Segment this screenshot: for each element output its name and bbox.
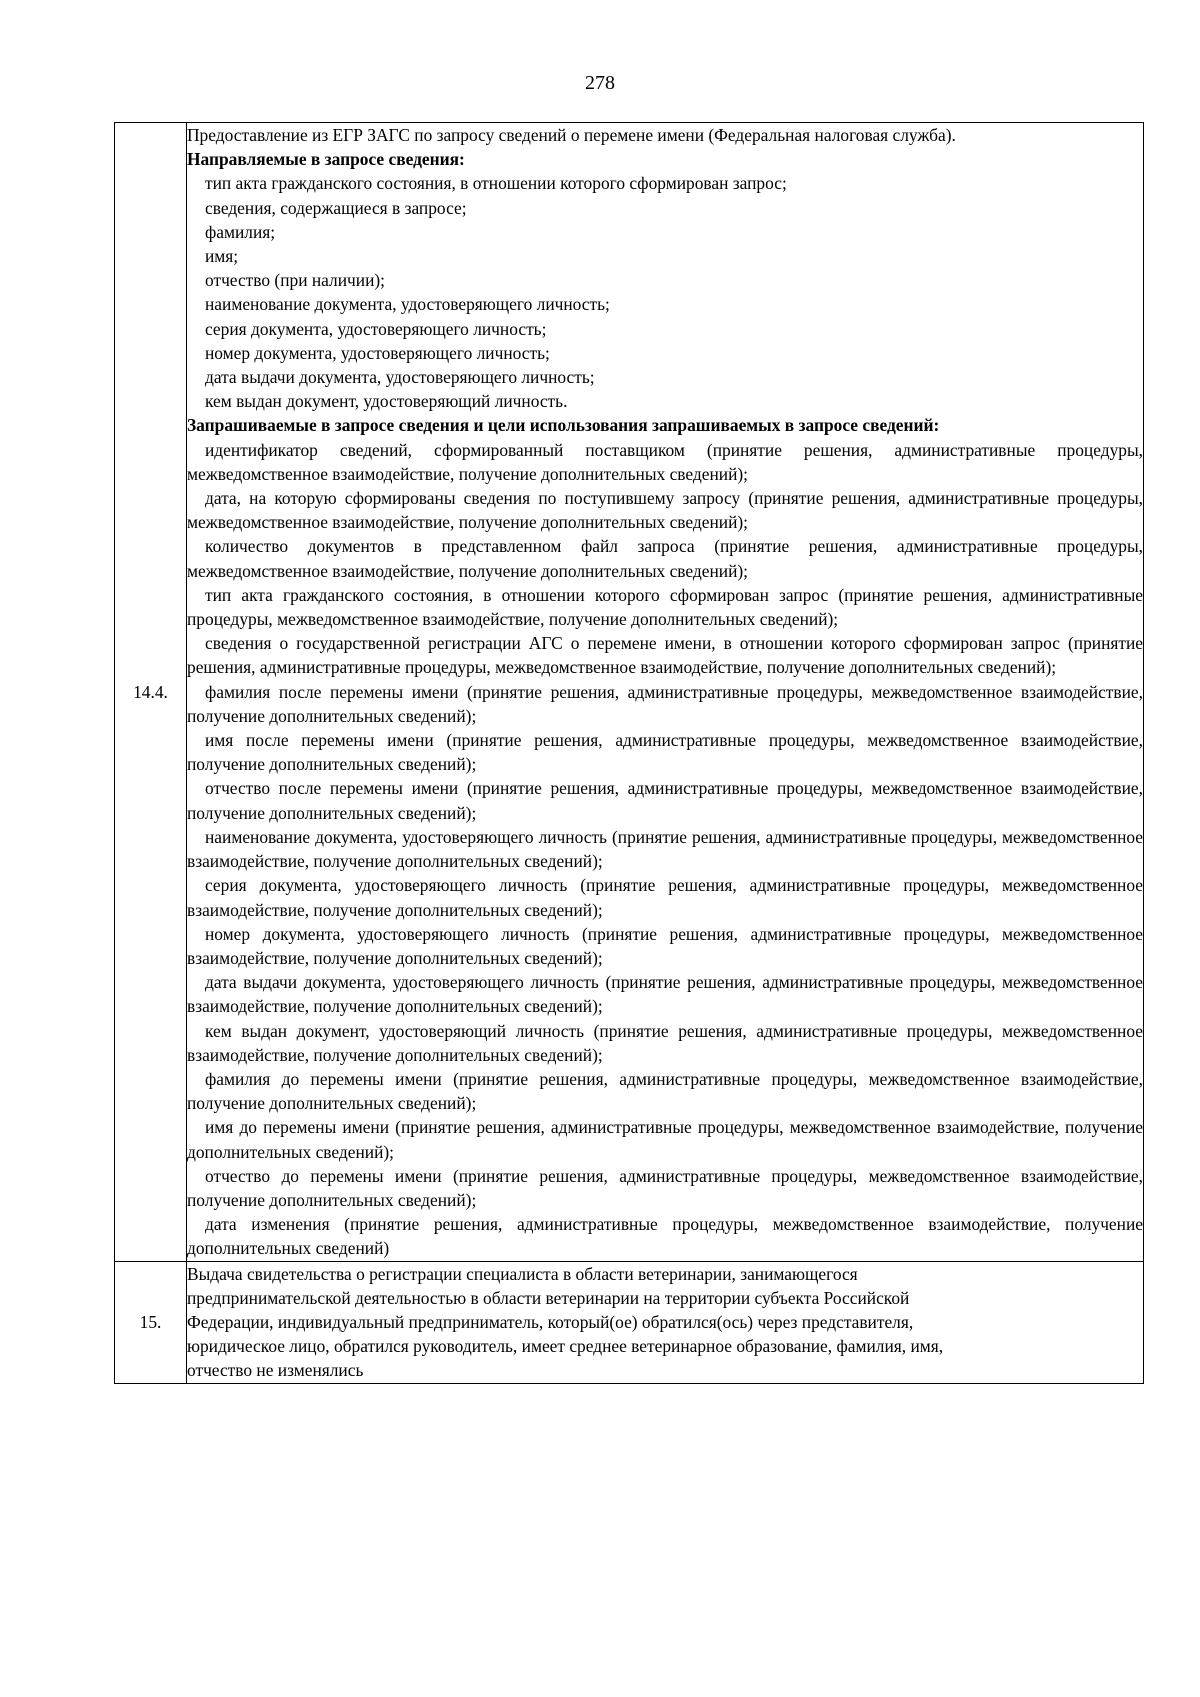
row-content-cell [187, 123, 1144, 1262]
list-item: серия документа, удостоверяющего личность (принятие решения, административные процедуры, межведомственное взаимодействие, получение дополнительных сведений); [187, 875, 1143, 920]
service-description-line: юридическое лицо, обратился руководитель, имеет среднее ветеринарное образование, фамилия, имя, [187, 1336, 944, 1357]
service-description-line: Выдача свидетельства о регистрации специалиста в области ветеринарии, занимающегося [187, 1263, 858, 1284]
requested-data-list [187, 438, 1143, 1261]
list-item: тип акта гражданского состояния, в отношении которого сформирован запрос (принятие решения, административные процедуры, межведомственное взаимодействие, получение дополнительных сведений); [187, 584, 1143, 630]
list-item: наименование документа, удостоверяющего личность; [205, 294, 610, 315]
service-description-line: отчество не изменялись [187, 1360, 364, 1381]
requested-data-heading: Запрашиваемые в запросе сведения и цели использования запрашиваемых в запросе сведений: [187, 415, 940, 436]
list-item: имя; [205, 246, 239, 267]
row-content-cell [187, 1261, 1144, 1383]
row-number-cell: 15. [115, 1261, 187, 1383]
list-item: количество документов в представленном файл запроса (принятие решения, административные процедуры, межведомственное взаимодействие, получение дополнительных сведений); [187, 536, 1143, 581]
list-item: идентификатор сведений, сформированный поставщиком (принятие решения, административные процедуры, межведомственное взаимодействие, получение дополнительных сведений); [187, 439, 1143, 484]
list-item: дата изменения (принятие решения, административные процедуры, межведомственное взаимодействие, получение дополнительных сведений) [187, 1214, 1143, 1259]
list-item: фамилия; [205, 221, 276, 242]
service-title: Предоставление из ЕГР ЗАГС по запросу сведений о перемене имени (Федеральная налоговая служба). [187, 125, 956, 145]
sent-data-heading: Направляемые в запросе сведения: [187, 149, 465, 170]
list-item: кем выдан документ, удостоверяющий личность (принятие решения, административные процедуры, межведомственное взаимодействие, получение дополнительных сведений); [187, 1020, 1143, 1065]
list-item: дата, на которую сформированы сведения по поступившему запросу (принятие решения, административные процедуры, межведомственное взаимодействие, получение дополнительных сведений); [187, 488, 1143, 533]
services-table [114, 122, 1144, 1384]
list-item: отчество до перемены имени (принятие решения, административные процедуры, межведомственное взаимодействие, получение дополнительных сведений); [187, 1165, 1143, 1210]
list-item: имя до перемены имени (принятие решения, административные процедуры, межведомственное взаимодействие, получение дополнительных сведений); [187, 1117, 1143, 1162]
table-row-15 [115, 1261, 1144, 1383]
list-item: номер документа, удостоверяющего личность (принятие решения, административные процедуры, межведомственное взаимодействие, получение дополнительных сведений); [187, 923, 1143, 968]
list-item: сведения, содержащиеся в запросе; [205, 197, 467, 218]
list-item: сведения о государственной регистрации АГС о перемене имени, в отношении которого сформирован запрос (принятие решения, административные процедуры, межведомственное взаимодействие, получение дополнительных сведений); [187, 633, 1143, 678]
list-item: отчество (при наличии); [205, 270, 386, 291]
list-item: наименование документа, удостоверяющего личность (принятие решения, административные процедуры, межведомственное взаимодействие, получение дополнительных сведений); [187, 826, 1143, 872]
list-item: имя после перемены имени (принятие решения, административные процедуры, межведомственное взаимодействие, получение дополнительных сведений); [187, 730, 1143, 775]
service-description-line: Федерации, индивидуальный предприниматель, который(ое) обратился(ось) через представителя, [187, 1311, 914, 1332]
list-item: фамилия после перемены имени (принятие решения, административные процедуры, межведомственное взаимодействие, получение дополнительных сведений); [187, 681, 1143, 726]
list-item: фамилия до перемены имени (принятие решения, административные процедуры, межведомственное взаимодействие, получение дополнительных сведений); [187, 1068, 1143, 1114]
list-item: номер документа, удостоверяющего личность; [205, 342, 550, 363]
row-number-cell: 14.4. [115, 123, 187, 1262]
list-item: дата выдачи документа, удостоверяющего личность; [205, 367, 595, 388]
sent-data-list [187, 171, 1143, 413]
list-item: тип акта гражданского состояния, в отношении которого сформирован запрос; [205, 173, 787, 194]
page-number: 278 [585, 72, 615, 94]
list-item: отчество после перемены имени (принятие решения, административные процедуры, межведомственное взаимодействие, получение дополнительных сведений); [187, 778, 1143, 823]
service-description-line: предпринимательской деятельностью в области ветеринарии на территории субъекта Российской [187, 1287, 910, 1308]
list-item: дата выдачи документа, удостоверяющего личность (принятие решения, административные процедуры, межведомственное взаимодействие, получение дополнительных сведений); [187, 972, 1143, 1017]
table-row-14-4 [115, 123, 1144, 1262]
list-item: кем выдан документ, удостоверяющий личность. [205, 391, 568, 412]
list-item: серия документа, удостоверяющего личность; [205, 318, 547, 339]
